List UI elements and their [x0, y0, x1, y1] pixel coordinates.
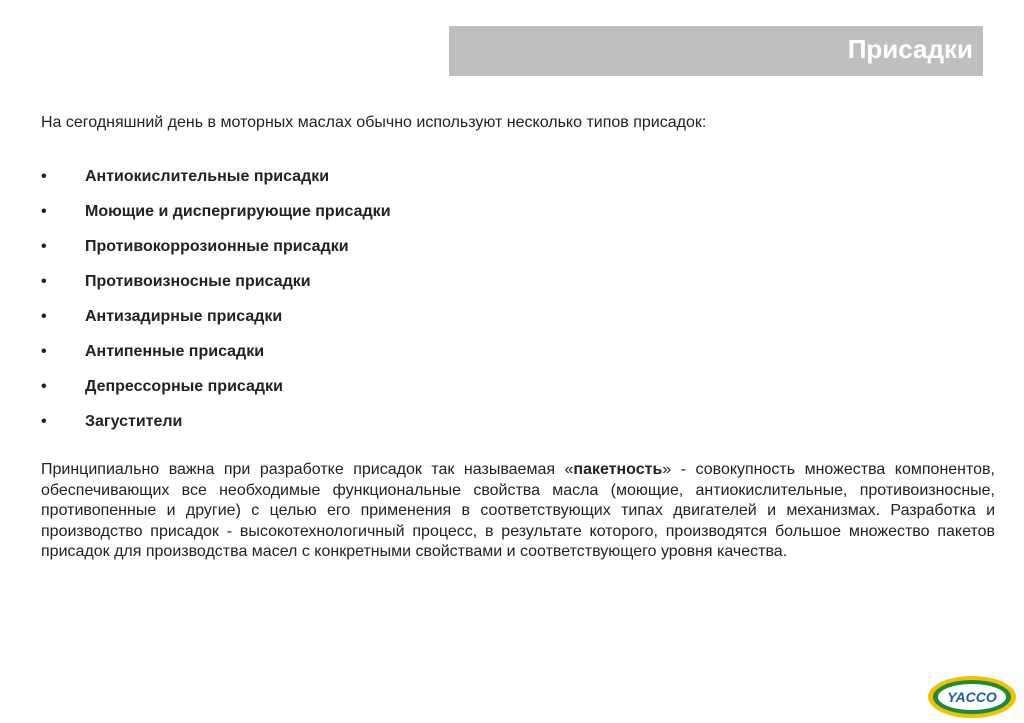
paragraph-before: Принципиально важна при разработке присадок так называемая « [41, 461, 574, 478]
bullet-icon: • [41, 203, 47, 220]
list-item-label: Антиокислительные присадки [85, 168, 330, 185]
bullet-icon: • [41, 308, 47, 325]
page-title: Присадки [847, 34, 973, 64]
paragraph-bold-term: пакетность [573, 461, 663, 478]
bullet-icon: • [41, 413, 47, 430]
list-item-label: Противоизносные присадки [85, 273, 311, 290]
list-item-label: Депрессорные присадки [85, 378, 283, 395]
intro-text: На сегодняшний день в моторных маслах обычно используют несколько типов присадок: [41, 114, 707, 131]
logo-text: YACCO [947, 689, 997, 705]
bullet-icon: • [41, 168, 47, 185]
list-item-label: Противокоррозионные присадки [85, 238, 349, 255]
yacco-logo [926, 674, 1018, 720]
bullet-icon: • [41, 238, 47, 255]
list-item-label: Загустители [85, 413, 183, 430]
list-item-label: Антипенные присадки [85, 343, 265, 360]
list-item-label: Моющие и диспергирующие присадки [85, 203, 391, 220]
bullet-icon: • [41, 378, 47, 395]
body-paragraph [41, 460, 995, 563]
bullet-icon: • [41, 273, 47, 290]
title-bar [449, 26, 983, 76]
bullet-icon: • [41, 343, 47, 360]
paragraph-after: » - совокупность множества компонентов, обеспечивающих все необходимые функциональные свойства масла (моющие, антиокислительные, противоизносные, противопенные и другие) с целью его применения в соответствующих типах двигателей и механизмах. Разработка и производство присадок - высокотехнологичный процесс, в результате которого, производятся большое множество пакетов присадок для производства масел с конкретными свойствами и соответствующего уровня качества. [41, 461, 995, 560]
list-item-label: Антизадирные присадки [85, 308, 283, 325]
